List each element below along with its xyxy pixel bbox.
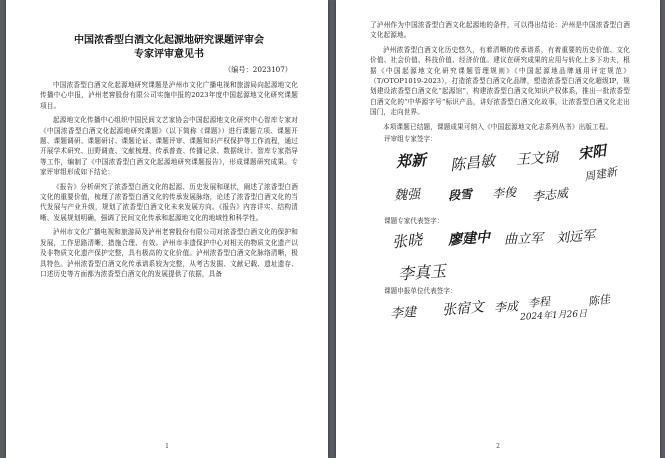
expert-group-label: 评审组专家签字： [384,135,437,144]
paragraph-luzhou: 泸州市文化广播电视和旅游局及泸州老窖股份有限公司对浓香型白酒文化的保护和发展，工作思路清晰，措施合理、有效。泸州市非遗保护中心对相关的物质文化遗产以及非物质文化遗产保护完整，具有极高的文化价值。泸州浓香型白酒文化脉络清晰，极具特色。泸州浓香型白酒文化传承谱系较为完整，从考古发掘、文献记载、遗址遗存、口述历史等方面都为浓香型白酒文化的发展提供了依据，具备 [40,228,298,278]
signature: 陈昌敏 [449,151,496,175]
expert-group-signatures [370,144,630,216]
signature: 刘远军 [555,228,596,247]
signature: 段雪 [447,187,473,204]
paragraph-process: 起源地文化传播中心组织中国民间文艺家协会中国起源地文化研究中心智库专家对《中国浓香型白酒文化起源地研究课题》（以下简称《课题》）进行课题立项、课题开题、课题调研、课题研讨、课题论证、课题评审、课题知识产权保护等工作流程，通过开展学术研究、田野调查、文献梳理、传承普查、传播记录、数据统计、智库专家指导等工作，编制了《中国浓香型白酒文化起源地研究课题报告》，形成课题研究成果。专家评审组形成如下结论： [40,116,298,177]
signature: 周建新 [583,165,618,184]
signature: 郑新 [395,151,427,172]
signature: 李建 [389,305,417,322]
signature: 陈佳 [587,292,611,309]
signature: 李程 [527,294,551,311]
document-title-line1: 中国浓香型白酒文化起源地研究课题评审会 [74,35,264,46]
page-number-2: 2 [496,443,500,450]
signature: 张晓 [391,230,423,252]
sign-date: 2024年1月26日 [519,309,588,323]
signature: 李真玉 [397,261,447,284]
paragraph-intro: 中国浓香型白酒文化起源地研究课题是泸州市文化广播电视和旅游局向起源地文化传播中心申报，泸州老窖股份有限公司实施申报的2023年度中国起源地文化研究课题项目。 [40,81,298,110]
document-title-line2: 专家评审意见书 [134,49,204,60]
signature: 宋阳 [577,143,608,163]
applicant-signatures [370,292,630,326]
paragraph-continued: 了泸州作为中国浓香型白酒文化起源地的条件，可以得出结论：泸州是中国浓香型白酒文化起源地。 [370,21,630,40]
signature: 李成 [493,299,519,315]
signature: 曲立军 [503,231,544,248]
document-number: （编号：2023107） [224,65,292,74]
signature: 李志威 [531,186,569,204]
document-page-2 [336,0,660,458]
signature: 李俊 [491,185,517,201]
document-page-1 [6,0,328,458]
expert-rep-label: 课题专家代表签字： [384,217,444,226]
signature: 魏强 [393,187,421,204]
paragraph-suggestion: 泸州浓香型白酒文化历史悠久，有着清晰的传承谱系，有着重要的历史价值、文化价值、社会价值、科技价值、经济价值。建议在研究成果的应用与转化上多下功夫，根据《中国起源地文化研究课题管理规则》《中国起源地品牌通用评定规范》（T/OTOP1019-2023），打造浓香型白酒文化品牌，塑造浓香型白酒文化超级IP，规划建设浓香型白酒文化“起源馆”，构建浓香型白酒文化知识产权体系，推出一批浓香型白酒文化的“中华源字号”标识产品，讲好浓香型白酒文化故事，让浓香型白酒文化走出国门，走向世界。 [370,45,630,117]
page-number-1: 1 [165,443,169,450]
applicant-label: 课题申报单位代表签字： [384,287,457,296]
signature: 张宿文 [441,299,485,319]
signature: 王文锦 [515,149,559,169]
paragraph-report: 《报告》分析研究了浓香型白酒文化的起源、历史发展和现状，阐述了浓香型白酒文化的重要价值，梳理了浓香型白酒文化的传承发展脉络，论述了浓香型白酒文化的当代发展与产业升级，规划了浓香型白酒文化未来发展方向。《报告》内容详实、结构清晰、发展规划明确，强调了民间文化传承和起源地文化的地域性和科学性。 [40,182,298,222]
paragraph-conclusion: 本项课题已结题，课题成果可纳入《中国起源地文化志系列丛书》出版工程。 [383,122,613,131]
expert-rep-signatures [370,226,630,286]
signature: 廖建中 [447,229,491,249]
